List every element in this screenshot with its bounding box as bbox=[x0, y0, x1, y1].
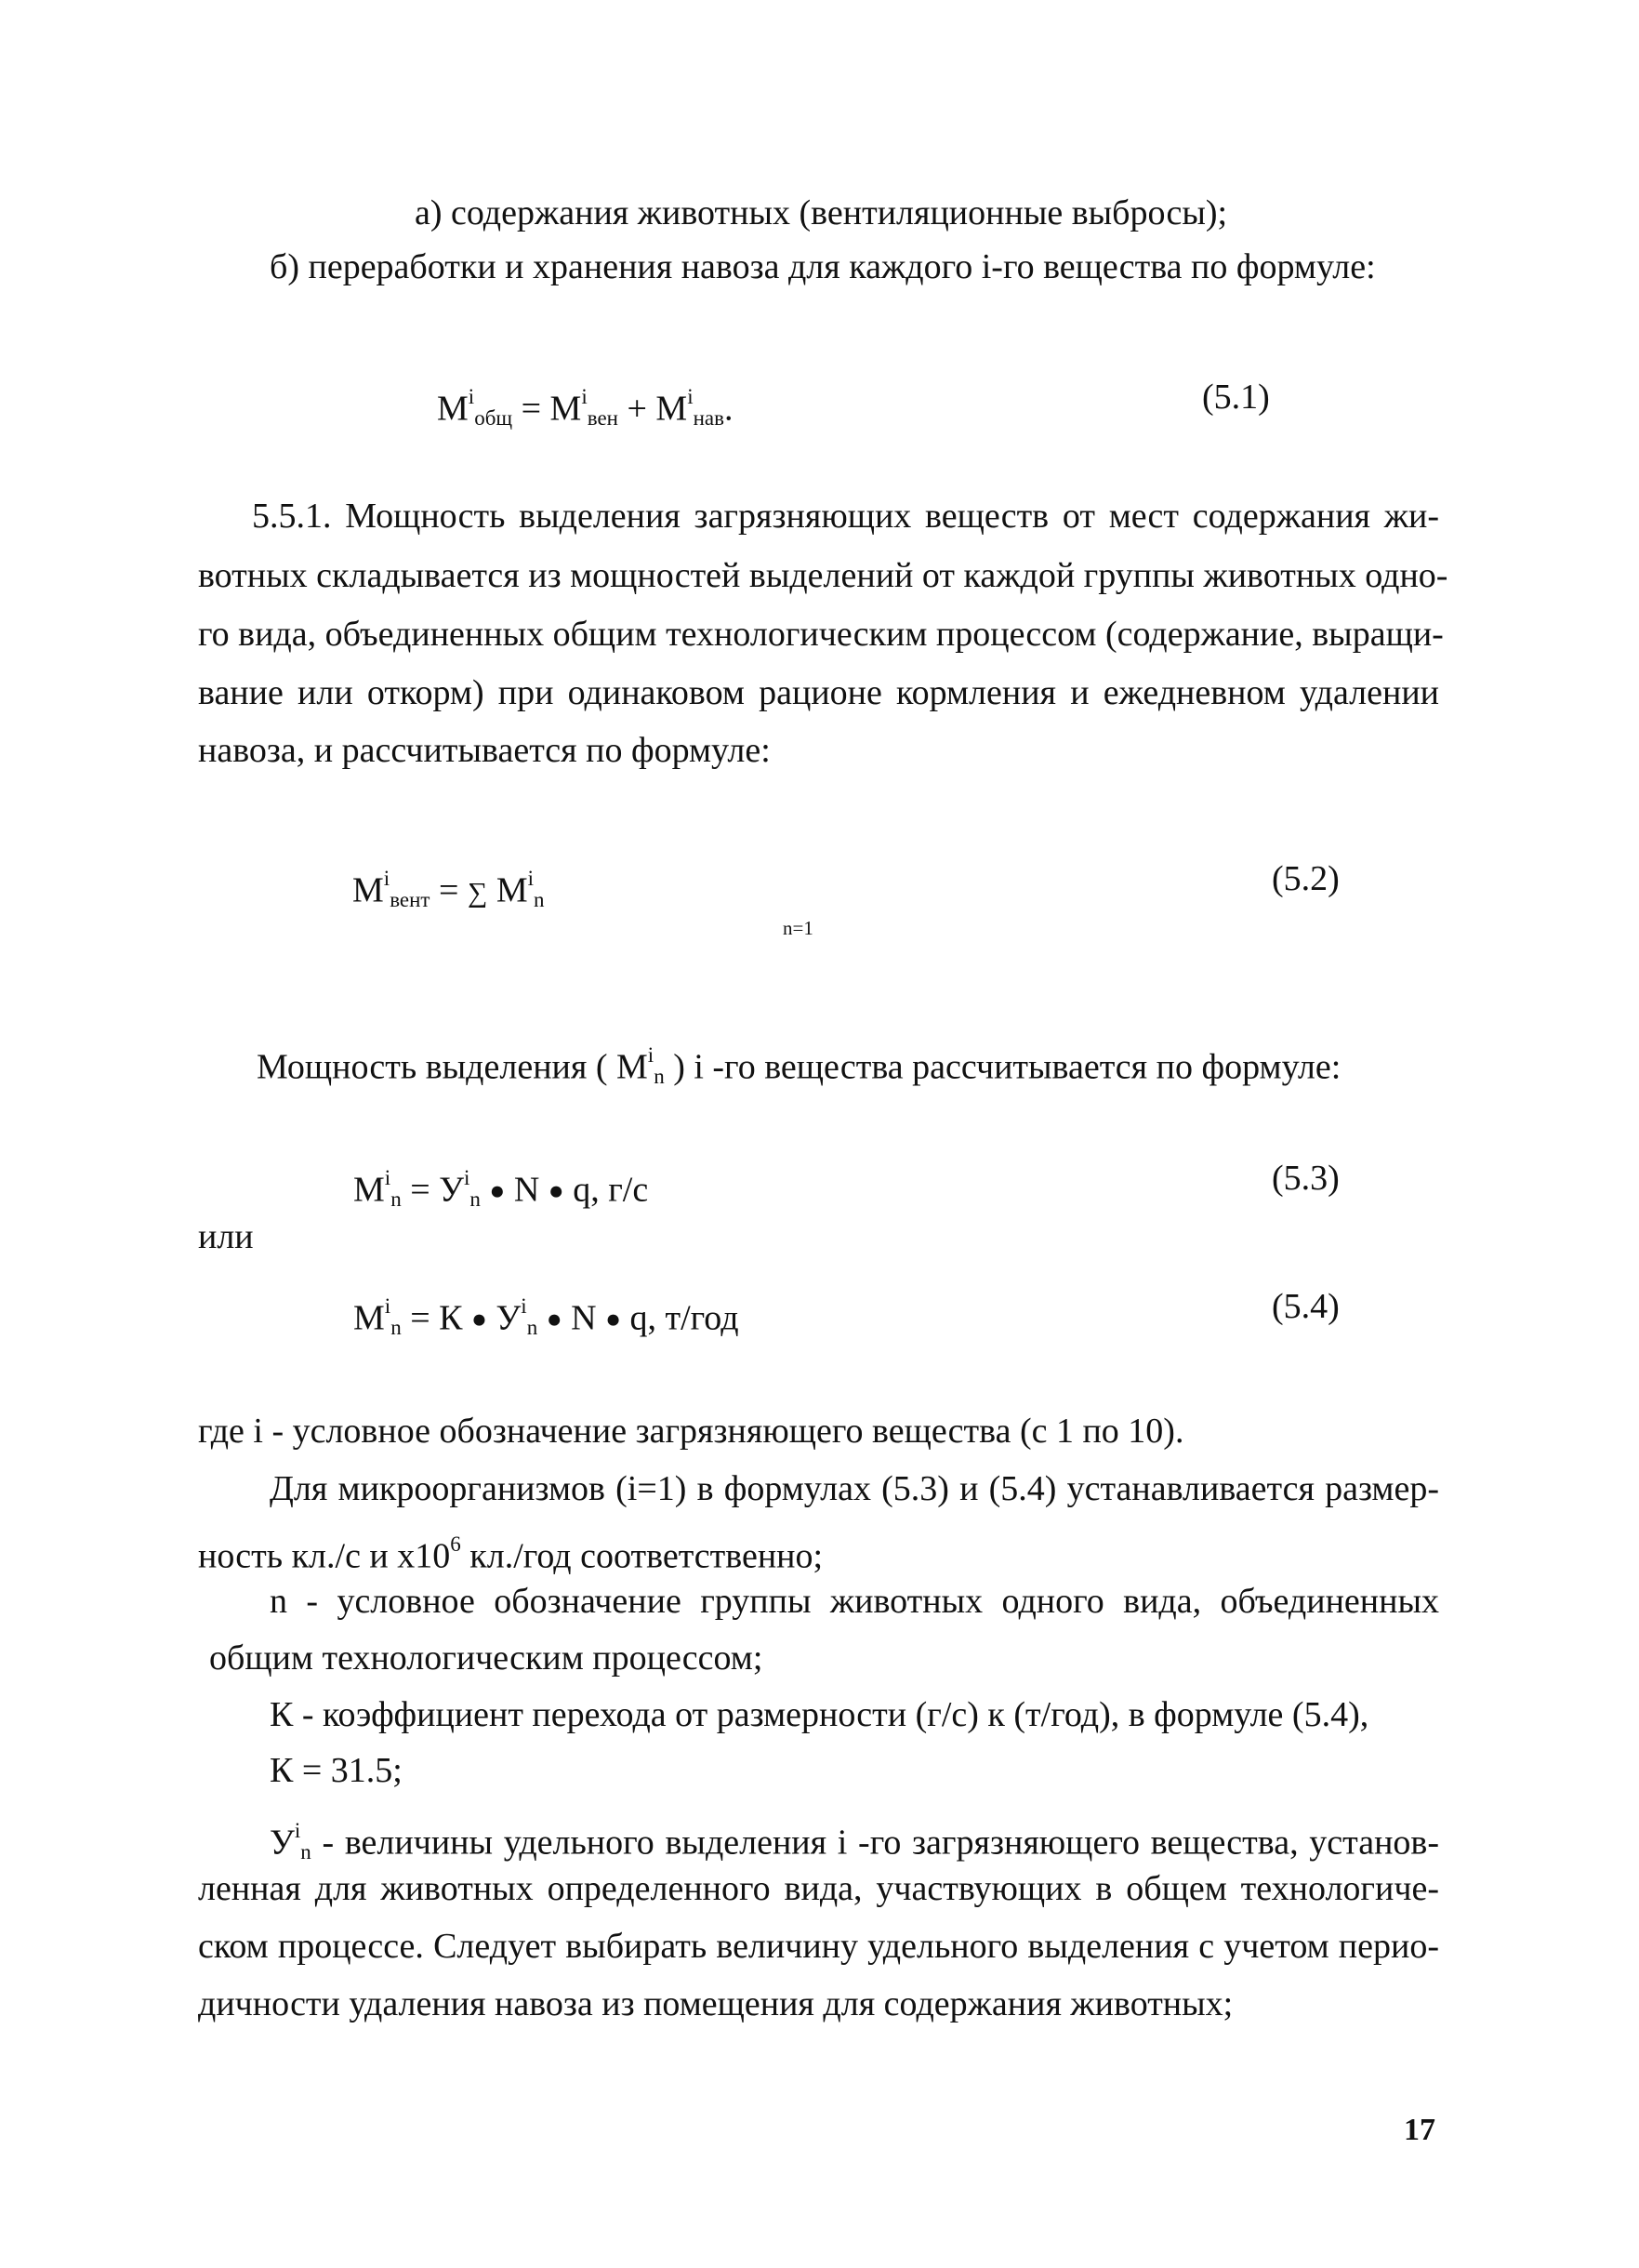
multiply-dot: ● bbox=[605, 1305, 621, 1334]
formula-5-4-number: (5.4) bbox=[1272, 1287, 1340, 1326]
micro-line-2: ность кл./с и $х10^6$ кл./год соответственно; bbox=[198, 1532, 824, 1576]
multiply-dot: ● bbox=[546, 1305, 562, 1334]
para-5-5-1-line: вание или откорм) при одинаковом рационе кормления и ежедневном удалении bbox=[198, 673, 1439, 712]
para-5-5-1-last-line: навоза, и рассчитывается по формуле: bbox=[198, 731, 771, 770]
y-def-last-line: дичности удаления навоза из помещения для содержания животных; bbox=[198, 1984, 1234, 2023]
y-def-line-1: $У^i_n$ - величины удельного выделения i -го загрязняющего вещества, установ- bbox=[270, 1819, 1439, 1863]
or-word: или bbox=[198, 1217, 254, 1256]
formula-5-2: $M^i_{вент}$ = ∑ $M^i_n$ bbox=[352, 867, 545, 911]
multiply-dot: ● bbox=[548, 1176, 564, 1206]
para-5-5-1-line: го вида, объединенных общим технологическим процессом (содержание, выращи- bbox=[198, 615, 1444, 654]
micro-line-1: Для микроорганизмов (i=1) в формулах (5.3) и (5.4) устанавливается размер- bbox=[270, 1469, 1439, 1508]
multiply-dot: ● bbox=[489, 1176, 506, 1206]
intro-line-a: а) содержания животных (вентиляционные выбросы); bbox=[415, 193, 1228, 232]
y-def-line: ском процессе. Следует выбирать величину удельного выделения с учетом перио- bbox=[198, 1927, 1439, 1966]
para-5-5-1-line: 5.5.1. Мощность выделения загрязняющих веществ от мест содержания жи- bbox=[252, 497, 1439, 536]
power-text: Мощность выделения ( $M^i_n$ ) i -го вещества рассчитывается по формуле: bbox=[257, 1043, 1342, 1088]
formula-5-3: $M^i_n = У^i_n$ ● N ● q, г/с bbox=[353, 1166, 649, 1211]
where-line: где i - условное обозначение загрязняющего вещества (с 1 по 10). bbox=[198, 1412, 1184, 1451]
k-def-line-2: К = 31.5; bbox=[270, 1751, 403, 1790]
sum-sign: ∑ bbox=[467, 877, 488, 909]
n-def-line-1: n - условное обозначение группы животных одного вида, объединенных bbox=[270, 1582, 1439, 1621]
k-def-line-1: К - коэффициент перехода от размерности (г/с) к (т/год), в формуле (5.4), bbox=[270, 1695, 1369, 1734]
y-def-line: ленная для животных определенного вида, участвующих в общем технологиче- bbox=[198, 1869, 1439, 1908]
page-number: 17 bbox=[1404, 2113, 1435, 2147]
formula-5-3-number: (5.3) bbox=[1272, 1159, 1340, 1198]
formula-5-4: $M^i_n = К$ ● $У^i_n$ ● N ● q, т/год bbox=[353, 1294, 739, 1339]
para-5-5-1-line: вотных складывается из мощностей выделений от каждой группы животных одно- bbox=[198, 556, 1448, 595]
formula-5-1-number: (5.1) bbox=[1202, 378, 1270, 417]
formula-5-2-number: (5.2) bbox=[1272, 859, 1340, 898]
n-def-line-2: общим технологическим процессом; bbox=[209, 1638, 763, 1678]
multiply-dot: ● bbox=[470, 1305, 487, 1334]
sum-limit: n=1 bbox=[783, 917, 813, 939]
intro-line-b: б) переработки и хранения навоза для каждого i-го вещества по формуле: bbox=[270, 247, 1376, 286]
formula-5-1: $M^i_{общ} = M^i_{вен} + M^i_{нав}$. bbox=[437, 385, 734, 430]
